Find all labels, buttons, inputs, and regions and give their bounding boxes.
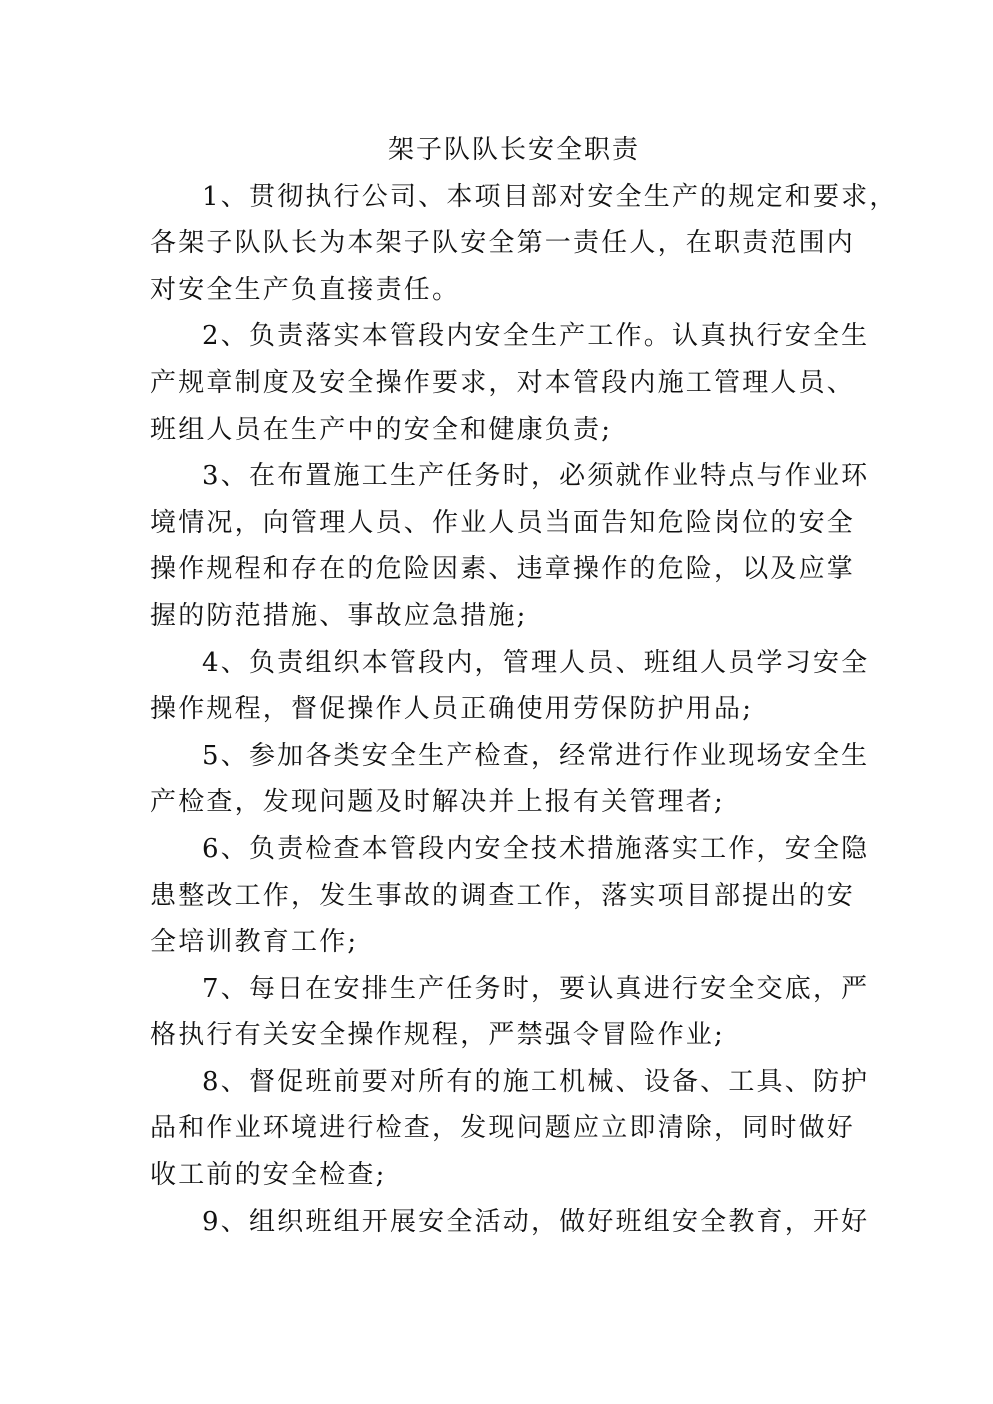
- text-line: 收工前的安全检查;: [150, 1160, 387, 1191]
- text-line: 品和作业环境进行检查，发现问题应立即清除，同时做好: [150, 1113, 856, 1144]
- text-line: 全培训教育工作;: [150, 927, 359, 958]
- text-line: 9、组织班组开展安全活动，做好班组安全教育，开好: [202, 1206, 870, 1237]
- text-line: 5、参加各类安全生产检查，经常进行作业现场安全生: [202, 740, 870, 771]
- text-line: 1、贯彻执行公司、本项目部对安全生产的规定和要求，: [202, 181, 898, 212]
- paragraph-9: [150, 1199, 870, 1246]
- text-line: 操作规程和存在的危险因素、违章操作的危险，以及应掌: [150, 554, 856, 585]
- text-line: 各架子队队长为本架子队安全第一责任人，在职责范围内: [150, 228, 856, 259]
- paragraph-1: [150, 174, 898, 314]
- text-line: 2、负责落实本管段内安全生产工作。认真执行安全生: [202, 321, 870, 352]
- text-line: 产检查，发现问题及时解决并上报有关管理者;: [150, 787, 725, 818]
- text-line: 操作规程，督促操作人员正确使用劳保防护用品;: [150, 694, 754, 725]
- paragraph-7: [150, 966, 870, 1059]
- text-line: 6、负责检查本管段内安全技术措施落实工作，安全隐: [202, 833, 870, 864]
- paragraph-3: [150, 453, 870, 639]
- paragraph-5: [150, 733, 870, 826]
- text-line: 7、每日在安排生产任务时，要认真进行安全交底，严: [202, 973, 870, 1004]
- paragraph-6: [150, 826, 870, 966]
- text-line: 产规章制度及安全操作要求，对本管段内施工管理人员、: [150, 367, 856, 398]
- text-line: 8、督促班前要对所有的施工机械、设备、工具、防护: [202, 1066, 870, 1097]
- text-line: 班组人员在生产中的安全和健康负责;: [150, 414, 613, 445]
- paragraph-2: [150, 313, 870, 453]
- text-line: 握的防范措施、事故应急措施;: [150, 600, 528, 631]
- document-title: 架子队队长安全职责: [388, 135, 641, 165]
- text-line: 3、在布置施工生产任务时，必须就作业特点与作业环: [202, 461, 870, 492]
- text-line: 格执行有关安全操作规程，严禁强令冒险作业;: [150, 1020, 725, 1051]
- text-line: 患整改工作，发生事故的调查工作，落实项目部提出的安: [150, 880, 856, 911]
- text-line: 境情况，向管理人员、作业人员当面告知危险岗位的安全: [150, 507, 856, 538]
- document-body: [150, 174, 898, 1246]
- paragraph-4: [150, 640, 870, 733]
- text-line: 4、负责组织本管段内，管理人员、班组人员学习安全: [202, 647, 870, 678]
- paragraph-8: [150, 1059, 870, 1199]
- document-page: [150, 127, 898, 1245]
- text-line: 对安全生产负直接责任。: [150, 274, 461, 305]
